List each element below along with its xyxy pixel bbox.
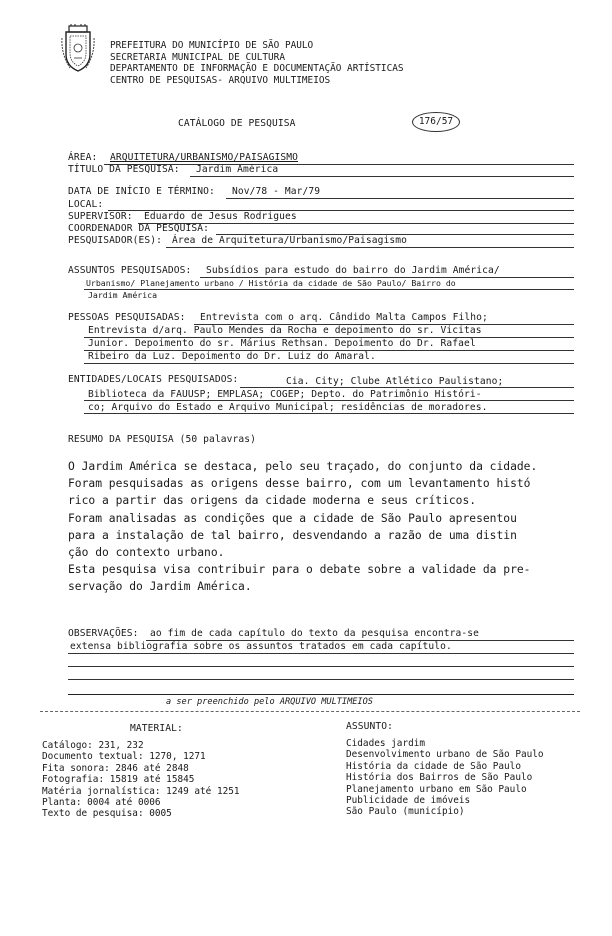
area-value: ARQUITETURA/URBANISMO/PAISAGISMO bbox=[110, 152, 299, 163]
resumo-label: RESUMO DA PESQUISA (50 palavras) bbox=[68, 434, 257, 445]
arquivo-label: a ser preenchido pelo ARQUIVO MULTIMEIOS bbox=[166, 697, 373, 707]
pessoas-label: PESSOAS PESQUISADAS: bbox=[68, 312, 186, 323]
resumo-line: Foram analisadas as condições que a cidade de São Paulo apresentou bbox=[68, 511, 517, 525]
material-item: Planta: 0004 até 0006 bbox=[42, 797, 161, 809]
pessoas-line: Ribeiro da Luz. Depoimento do Dr. Luiz do Amaral. bbox=[88, 351, 376, 362]
coat-of-arms-icon bbox=[60, 24, 96, 74]
assuntos-line: Jardim América bbox=[88, 290, 158, 300]
material-list bbox=[42, 740, 240, 820]
local-label: LOCAL: bbox=[68, 199, 104, 210]
entidades-line: co; Arquivo do Estado e Arquivo Municipal; residências de moradores. bbox=[88, 402, 488, 413]
assunto-item: História da cidade de São Paulo bbox=[346, 760, 521, 772]
header-org-line: SECRETARIA MUNICIPAL DE CULTURA bbox=[110, 51, 285, 63]
pessoas-line: Entrevista d/arq. Paulo Mendes da Rocha e depoimento do sr. Vicitas bbox=[88, 325, 482, 336]
material-label: MATERIAL: bbox=[130, 723, 183, 734]
titulo-label: TÍTULO DA PESQUISA: bbox=[68, 164, 180, 175]
resumo-line: Foram pesquisadas as origens desse bairro, com um levantamento histó bbox=[68, 477, 531, 491]
observacoes-line: ao fim de cada capítulo do texto da pesquisa encontra-se bbox=[150, 628, 480, 639]
assuntos-label: ASSUNTOS PESQUISADOS: bbox=[68, 265, 192, 276]
assuntos-line: Urbanismo/ Planejamento urbano / História da cidade de São Paulo/ Bairro do bbox=[86, 278, 456, 288]
material-item: Fita sonora: 2846 até 2848 bbox=[42, 762, 189, 774]
assuntos-line: Subsídios para estudo do bairro do Jardim América/ bbox=[206, 265, 500, 276]
assunto-item: Desenvolvimento urbano de São Paulo bbox=[346, 749, 544, 761]
entidades-line: Cia. City; Clube Atlético Paulistano; bbox=[286, 376, 504, 387]
assunto-item: Cidades jardim bbox=[346, 738, 426, 749]
resumo-line: rico a partir das origens da cidade moderna e seus críticos. bbox=[68, 494, 477, 508]
assunto-item: Publicidade de imóveis bbox=[346, 795, 471, 807]
resumo-text bbox=[68, 458, 588, 596]
resumo-line: Esta pesquisa visa contribuir para o debate sobre a validade da pre- bbox=[68, 563, 531, 577]
observacoes-line: extensa bibliografia sobre os assuntos tratados em cada capítulo. bbox=[70, 641, 452, 652]
pessoas-line: Entrevista com o arq. Cândido Malta Campos Filho; bbox=[200, 312, 488, 323]
resumo-line: ção do contexto urbano. bbox=[68, 546, 225, 560]
pesquisadores-label: PESQUISADOR(ES): bbox=[68, 235, 163, 246]
datas-value: Nov/78 - Mar/79 bbox=[232, 186, 321, 197]
resumo-line: servação do Jardim América. bbox=[68, 580, 252, 594]
resumo-line: O Jardim América se destaca, pelo seu traçado, do conjunto da cidade. bbox=[68, 460, 538, 473]
material-item: Matéria jornalística: 1249 até 1251 bbox=[42, 785, 240, 797]
header-org-line: CENTRO DE PESQUISAS- ARQUIVO MULTIMEIOS bbox=[110, 74, 331, 86]
material-item: Fotografia: 15819 até 15845 bbox=[42, 774, 195, 786]
header-org-line: DEPARTAMENTO DE INFORMAÇÃO E DOCUMENTAÇÃO ARTÍSTICAS bbox=[110, 63, 404, 74]
catalog-title: CATÁLOGO DE PESQUISA bbox=[178, 118, 296, 129]
coordenador-label: COORDENADOR DA PESQUISA: bbox=[68, 223, 210, 234]
datas-label: DATA DE INÍCIO E TÉRMINO: bbox=[68, 186, 215, 197]
catalog-number: 176/57 bbox=[412, 112, 460, 132]
area-label: ÁREA: bbox=[68, 152, 98, 163]
supervisor-value: Eduardo de Jesus Rodrigues bbox=[144, 211, 297, 222]
supervisor-label: SUPERVISOR: bbox=[68, 211, 133, 222]
header-org-line: PREFEITURA DO MUNICÍPIO DE SÃO PAULO bbox=[110, 40, 314, 51]
material-item: Texto de pesquisa: 0005 bbox=[42, 808, 172, 820]
header-org-block bbox=[110, 40, 404, 86]
entidades-label: ENTIDADES/LOCAIS PESQUISADOS: bbox=[68, 374, 239, 385]
material-item: Documento textual: 1270, 1271 bbox=[42, 751, 206, 763]
pessoas-line: Junior. Depoimento do sr. Márius Rethsan. Depoimento do Dr. Rafael bbox=[88, 338, 476, 349]
observacoes-label: OBSERVAÇÕES: bbox=[68, 628, 139, 639]
assunto-list bbox=[346, 738, 544, 818]
resumo-line: para a instalação de tal bairro, desvendando a razão de uma distin bbox=[68, 528, 517, 542]
assunto-item: Planejamento urbano em São Paulo bbox=[346, 783, 527, 795]
assunto-item: São Paulo (município) bbox=[346, 806, 465, 818]
titulo-value: Jardim América bbox=[196, 164, 279, 175]
assunto-item: História dos Bairros de São Paulo bbox=[346, 772, 533, 784]
entidades-line: Biblioteca da FAUUSP; EMPLASA; COGEP; Depto. do Patrimônio Históri- bbox=[88, 389, 482, 400]
assunto-label: ASSUNTO: bbox=[346, 721, 394, 732]
pesquisadores-value: Área de Arquitetura/Urbanismo/Paisagismo bbox=[172, 235, 408, 246]
material-item: Catálogo: 231, 232 bbox=[42, 740, 144, 751]
